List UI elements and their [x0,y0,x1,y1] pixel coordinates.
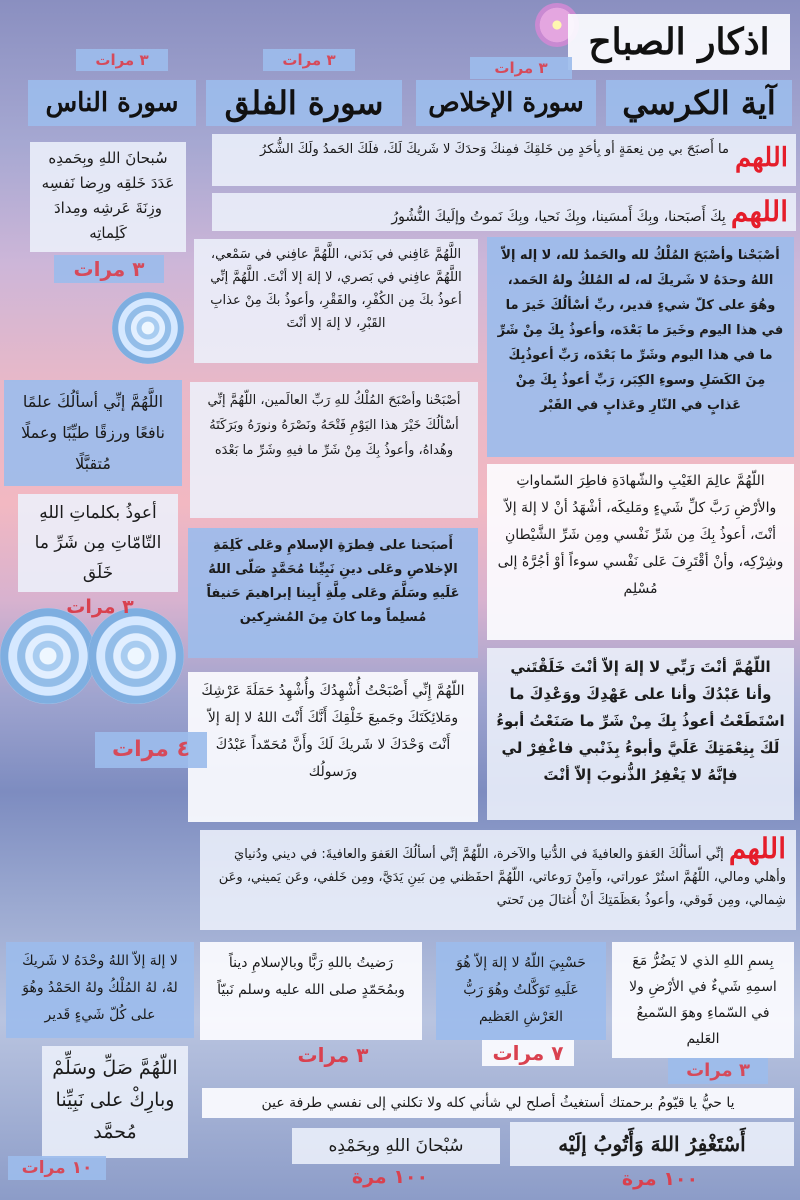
dhikr-bismillah: بِسمِ اللهِ الذي لا يَضُرُّ مَعَ اسمِهِ شَيءٌ في الأرْضِ ولا في السّماءِ وهوَ السّميعُ العَليم [612,942,794,1058]
rose-icon [88,608,184,704]
rose-icon [0,608,96,704]
dua-rabb: أصْبَحْنا وأصْبَحَ المُلْكُ للهِ رَبِّ العالَمين، اللّهُمَّ إنِّي أسْألُكَ خَيْرَ هذا اليَوْمِ فَتْحَهُ ونَصْرَهُ ونورَهُ وبَرَكَتَهُ وهُداهُ، وأعوذُ بِكَ مِنْ شَرِّ ما فيهِ وشَرِّ ما بَعْدَه [190,382,478,518]
dua-head: اللهم [734,143,788,173]
dua-salli: اللّهُمَّ صَلِّ وسَلِّمْ وبارِكْ على نَبِيِّنا مُحمَّد [42,1046,188,1158]
surah-falaq: سورة الفلق [206,80,402,126]
dua-afw [200,830,796,930]
dua-text: إنِّي أسألُكَ العَفوَ والعافيةَ في الدُّنيا والآخرة، اللّهُمَّ إنِّي أسألُكَ العَفوَ والعافيةَ: في ديني ودُنيايَ وأهلي ومالي، اللّهُمَّ استُرْ عوراتي، وآمِنْ رَوعاتي، اللّهُمَّ احفَظني مِن بَينِ يَدَيَّ، ومِن خَلفي، وعَن يَميني، وعَن شِمالي، ومِن فَوقي، وأعوذُ بعَظَمَتِكَ أنْ أُغتالَ مِن تَحتي [218,847,786,908]
dua-sayyid-istighfar: اللّهُمَّ أنْتَ رَبِّي لا إلهَ إلاّ أنْتَ خَلَقْتَني وأنا عَبْدُكَ وأنا على عَهْدِكَ ووَعْدِكَ ما اسْتَطَعْتُ أعوذُ بِكَ مِنْ شَرِّ ما صَنَعْتُ أبوءُ لَكَ بِنِعْمَتِكَ عَلَيَّ وأبوءُ بِذَنْبي فاغْفِرْ لي فإنَّهُ لا يَغْفِرُ الذُّنوبَ إلاّ أنْتَ [487,648,794,820]
dua-hayy: يا حيُّ يا قيّومُ برحمتك أستغيثُ أصلح لي شأني كله ولا تكلني إلى نفسي طرفة عين [202,1088,794,1118]
dua-head: اللهم [728,832,786,865]
dua-head: اللهم [730,195,788,228]
dhikr-radit: رَضيتُ باللهِ رَبًّا وبالإسلامِ ديناً وبمُحَمّدٍ صلى الله عليه وسلم نَبيّاً [200,942,422,1040]
page-title: اذكار الصباح [568,14,790,70]
dhikr-tahlil: لا إلهَ إلاّ اللهُ وحْدَهُ لا شَريكَ لهُ، لهُ المُلْكُ ولهُ الحَمْدُ وهُوَ على كُلّ شَيءٍ قَدير [6,942,194,1038]
count-hasbi: ٧ مرات [492,1041,564,1065]
surah-nas: سورة الناس [28,80,196,126]
count-nas: ٣ مرات [76,49,168,71]
count-ushhiduk: ٤ مرات [95,732,207,768]
surah-kursi: آية الكرسي [606,80,792,126]
dhikr-kalimat: أعوذُ بكلماتِ اللهِ التّامّاتِ مِن شَرِّ ما خَلَق [18,494,178,592]
count-salli: ١٠ مرات [8,1156,106,1180]
count-kalimat: ٣ مرات [66,596,134,618]
count-ikhlas: ٣ مرات [470,57,572,79]
dua-ghayb: اللّهُمَّ عالِمَ الغَيْبِ والشّهادَةِ فاطِرَ السّماواتِ والأرْضِ رَبَّ كلِّ شَيءٍ ومَليكَه، أشْهَدُ أنْ لا إلهَ إلاّ أنْتَ، أعوذُ بِكَ مِن شَرِّ نَفْسي ومِن شَرِّ الشَّيْطانِ وشِرْكِه، وأنْ أقْتَرِفَ عَلى نَفْسي سوءاً أوْ أجُرَّهُ إلى مُسْلِم [487,464,794,640]
dhikr-subhan: سُبحانَ اللهِ وبِحَمدِه عَدَدَ خَلقِه ورِضا نَفسِه وزِنَةَ عَرشِه ومِدادَ كَلِماتِه [30,142,186,252]
rose-icon [112,292,184,364]
count-subhan-100: ١٠٠ مرة [351,1166,429,1188]
dua-nimah [212,134,796,186]
dua-afini: اللَّهُمَّ عَافِني في بَدَني، اللَّهُمَّ عافِني في سَمْعي، اللَّهُمَّ عافِني في بَصري، لا إلهَ إلا أنْتَ. اللَّهُمَّ إنِّي أعوذُ بكَ مِن الكُفْرِ، والفَقْرِ، وأعوذُ بكَ مِنْ عذابِ القَبْرِ، لا إلهَ إلا أنْتَ [194,239,478,363]
count-radit: ٣ مرات [297,1043,369,1067]
count-subhan: ٣ مرات [54,255,164,283]
surah-ikhlas: سورة الإخلاص [416,80,596,126]
dua-text: ما أَصبَحَ بي مِن نِعمَةٍ أو بِأحَدٍ مِن خَلقِكَ فمِنكَ وَحدَكَ لا شَريكَ لَكَ، فلَكَ الحَمدُ ولَكَ الشُّكرُ [259,142,729,157]
dhikr-subhan-100: سُبْحانَ اللهِ وبِحَمْدِه [292,1128,500,1164]
count-falaq: ٣ مرات [263,49,355,71]
dua-ushhiduk: اللّهُمَّ إِنِّي أَصْبَحْتُ أُشْهِدُكَ وأُشْهِدُ حَمَلَةَ عَرْشِكَ ومَلائِكَتَكَ وجَميعَ خَلْقِكَ أَنَّكَ أَنْتَ اللهُ لا إلهَ إلاّ أَنْتَ وَحْدَكَ لا شَريكَ لَكَ وأَنَّ مُحَمّداً عَبْدُكَ ورَسولُك [188,672,478,822]
count-istighfar: ١٠٠ مرة [621,1168,699,1190]
dua-bika [212,193,796,231]
dua-ilm: اللَّهُمَّ إنِّي أسألُكَ علمًا نافعًا ورزقًا طيِّبًا وعملًا مُتقبَّلًا [4,380,182,486]
dhikr-hasbi: حَسْبِيَ اللّهُ لا إلهَ إلاّ هُوَ عَلَيهِ تَوَكَّلتُ وهُوَ رَبُّ العَرْشِ العَظيم [436,942,606,1040]
count-bismillah: ٣ مرات [668,1058,768,1084]
dhikr-istighfar: أَسْتَغْفِرُ اللهَ وَأَتُوبُ إلَيْه [510,1122,794,1166]
dua-fitra: أَصبَحنا على فِطرَةِ الإسلامِ وعَلى كَلِمَةِ الإخلاصِ وعَلى دينِ نَبِيِّنا مُحَمَّدٍ صَلّى اللهُ عَلَيهِ وسَلَّمَ وعَلى مِلَّةِ أَبِينا إبراهيمَ حَنيفاً مُسلِماً وما كانَ مِنَ المُشرِكين [188,528,478,658]
dua-text: بِكَ أَصبَحنا، وبِكَ أَمسَينا، وبِكَ نَحيا، وبِكَ نَموتُ وإلَيكَ النُّشُورُ [391,209,726,225]
dua-mulk: أصْبَحْنا وأصْبَحَ المُلْكُ لله والحَمدُ لله، لا إله إلاّ اللهُ وحدَهُ لا شَريكَ له، له المُلكُ ولهُ الحَمد، وهُوَ على كلّ شيءٍ قدير، ربِّ أسْألُكَ خَيرَ ما في هذا اليوم وخَيرَ ما بَعْدَه، وأعوذُ بِكَ مِنْ شَرِّ ما في هذا اليوم وشَرِّ ما بَعْدَه، رَبِّ أعوذُبِكَ مِنَ الكَسَلِ وسوءِ الكِبَر، رَبِّ أعوذُ بِكَ مِنْ عَذابٍ في النّارِ وعَذابٍ في القَبْر [487,237,794,457]
